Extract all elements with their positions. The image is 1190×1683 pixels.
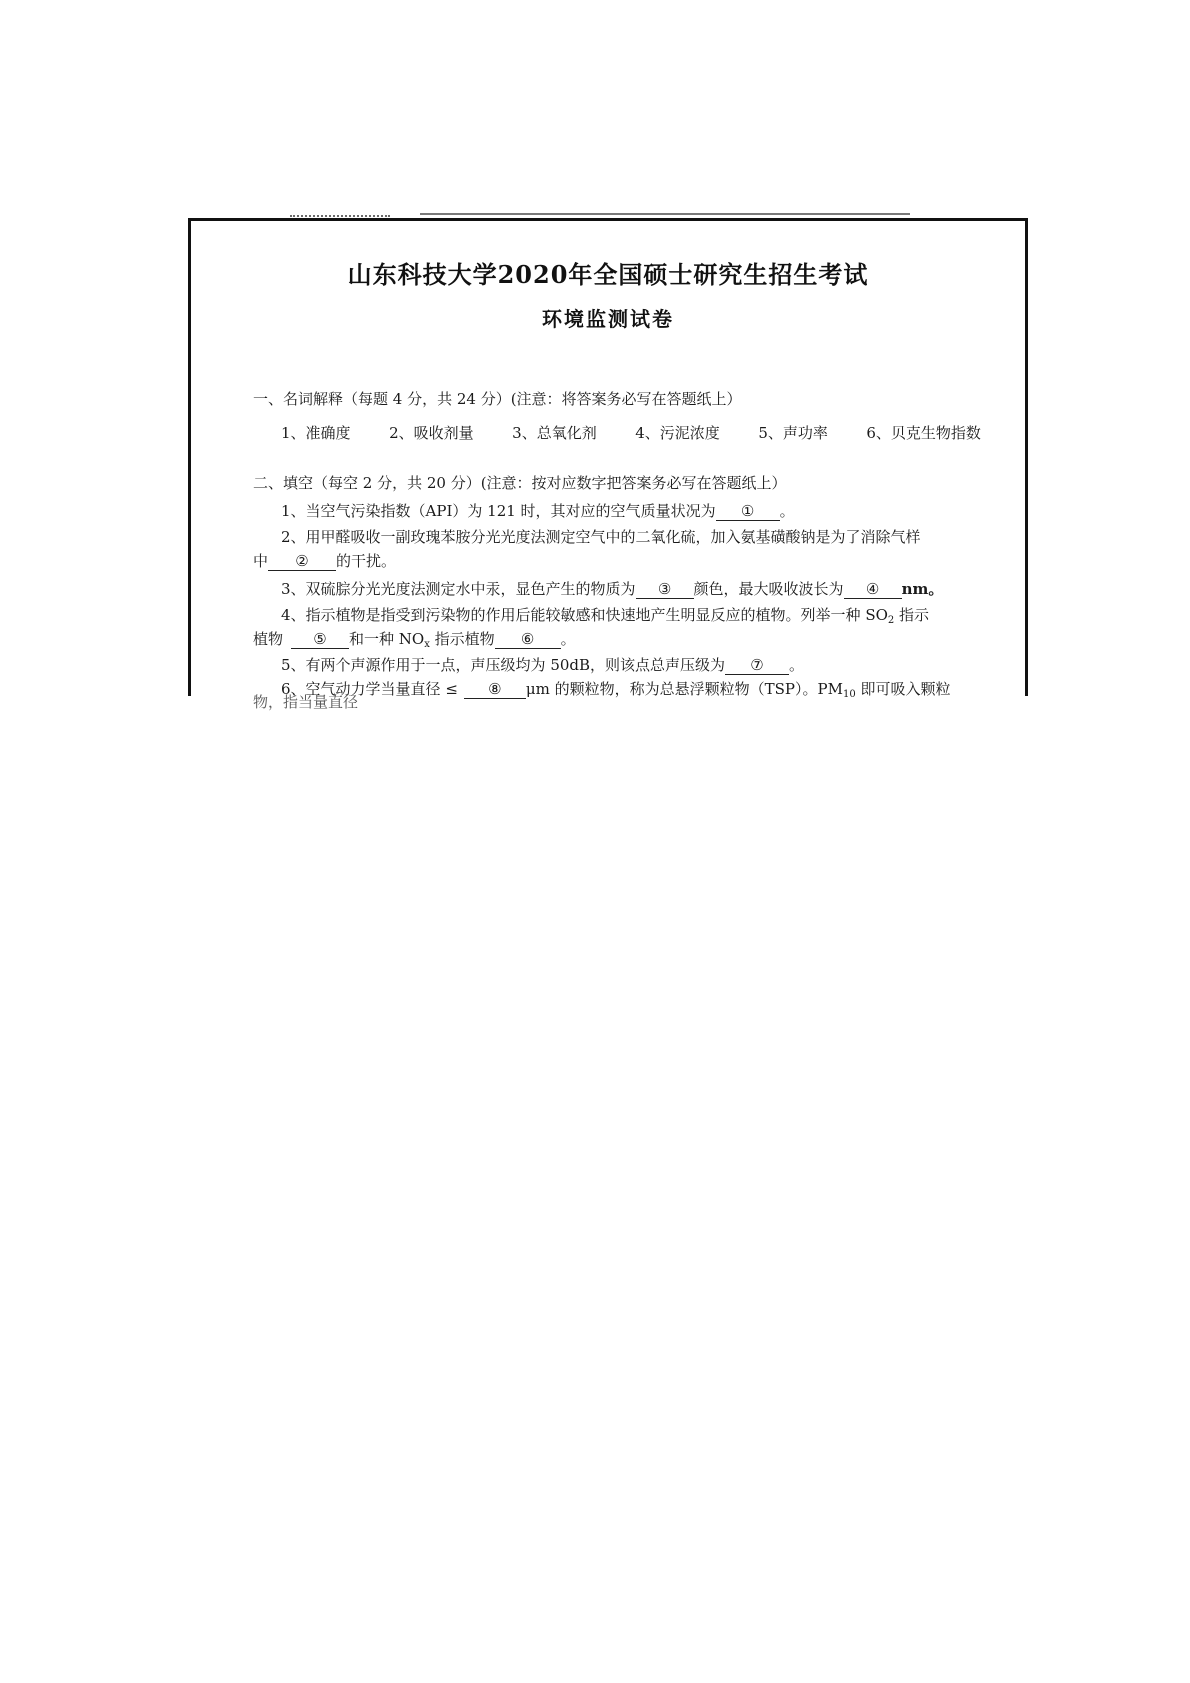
- section1-terms: [281, 423, 981, 443]
- scan-header-marks: [290, 209, 390, 217]
- question-4-line2: 植物 ⑤ 和一种 $NO_x$ 指示植物 ⑥ 。: [253, 630, 576, 650]
- term-item: 4、污泥浓度: [635, 424, 720, 442]
- answer-blank: ⑧: [464, 680, 526, 699]
- term-item: 1、准确度: [281, 424, 351, 442]
- answer-blank: ⑥: [495, 630, 561, 649]
- answer-blank: ②: [268, 552, 336, 571]
- section2-heading: 二、填空（每空 2 分，共 20 分）(注意：按对应数字把答案务必写在答题纸上）: [253, 474, 787, 492]
- question-1: 1、当空气污染指数（API）为 121 时，其对应的空气质量状况为 ① 。: [281, 502, 795, 520]
- question-4-line1: 4、指示植物是指受到污染物的作用后能较敏感和快速地产生明显反应的植物。列举一种 $SO_2$ 指示: [281, 606, 930, 626]
- exam-subtitle: 环境监测试卷: [542, 307, 674, 331]
- term-item: 2、吸收剂量: [389, 424, 474, 442]
- answer-blank: ⑤: [291, 630, 349, 649]
- cutoff-text: 物，指当量直径: [253, 693, 359, 711]
- answer-blank: ①: [716, 502, 780, 521]
- section1-heading: 一、名词解释（每题 4 分，共 24 分）(注意：将答案务必写在答题纸上）: [253, 390, 742, 408]
- question-2-line2: 中 ② 的干扰。: [253, 552, 397, 570]
- answer-blank: ⑦: [725, 656, 789, 675]
- question-6: 6、空气动力学当量直径 ≤ ⑧ μm 的颗粒物，称为总悬浮颗粒物（TSP）。$PM_{10}$ 即可吸入颗粒: [281, 680, 951, 700]
- question-5: 5、有两个声源作用于一点，声压级均为 50dB，则该点总声压级为 ⑦ 。: [281, 656, 805, 674]
- term-item: 5、声功率: [758, 424, 828, 442]
- answer-blank: ③: [636, 580, 694, 599]
- question-3: 3、双硫腙分光光度法测定水中汞，显色产生的物质为 ③ 颜色，最大吸收波长为 ④ nm。: [281, 580, 944, 598]
- scan-header-rule: [420, 213, 910, 215]
- exam-title: 山东科技大学2020年全国硕士研究生招生考试: [347, 260, 869, 289]
- exam-paper: [188, 218, 1028, 711]
- term-item: 3、总氧化剂: [512, 424, 597, 442]
- answer-blank: ④: [844, 580, 902, 599]
- term-item: 6、贝克生物指数: [866, 424, 981, 442]
- question-2-line1: 2、用甲醛吸收一副玫瑰苯胺分光光度法测定空气中的二氧化硫，加入氨基磺酸钠是为了消除气样: [281, 528, 921, 546]
